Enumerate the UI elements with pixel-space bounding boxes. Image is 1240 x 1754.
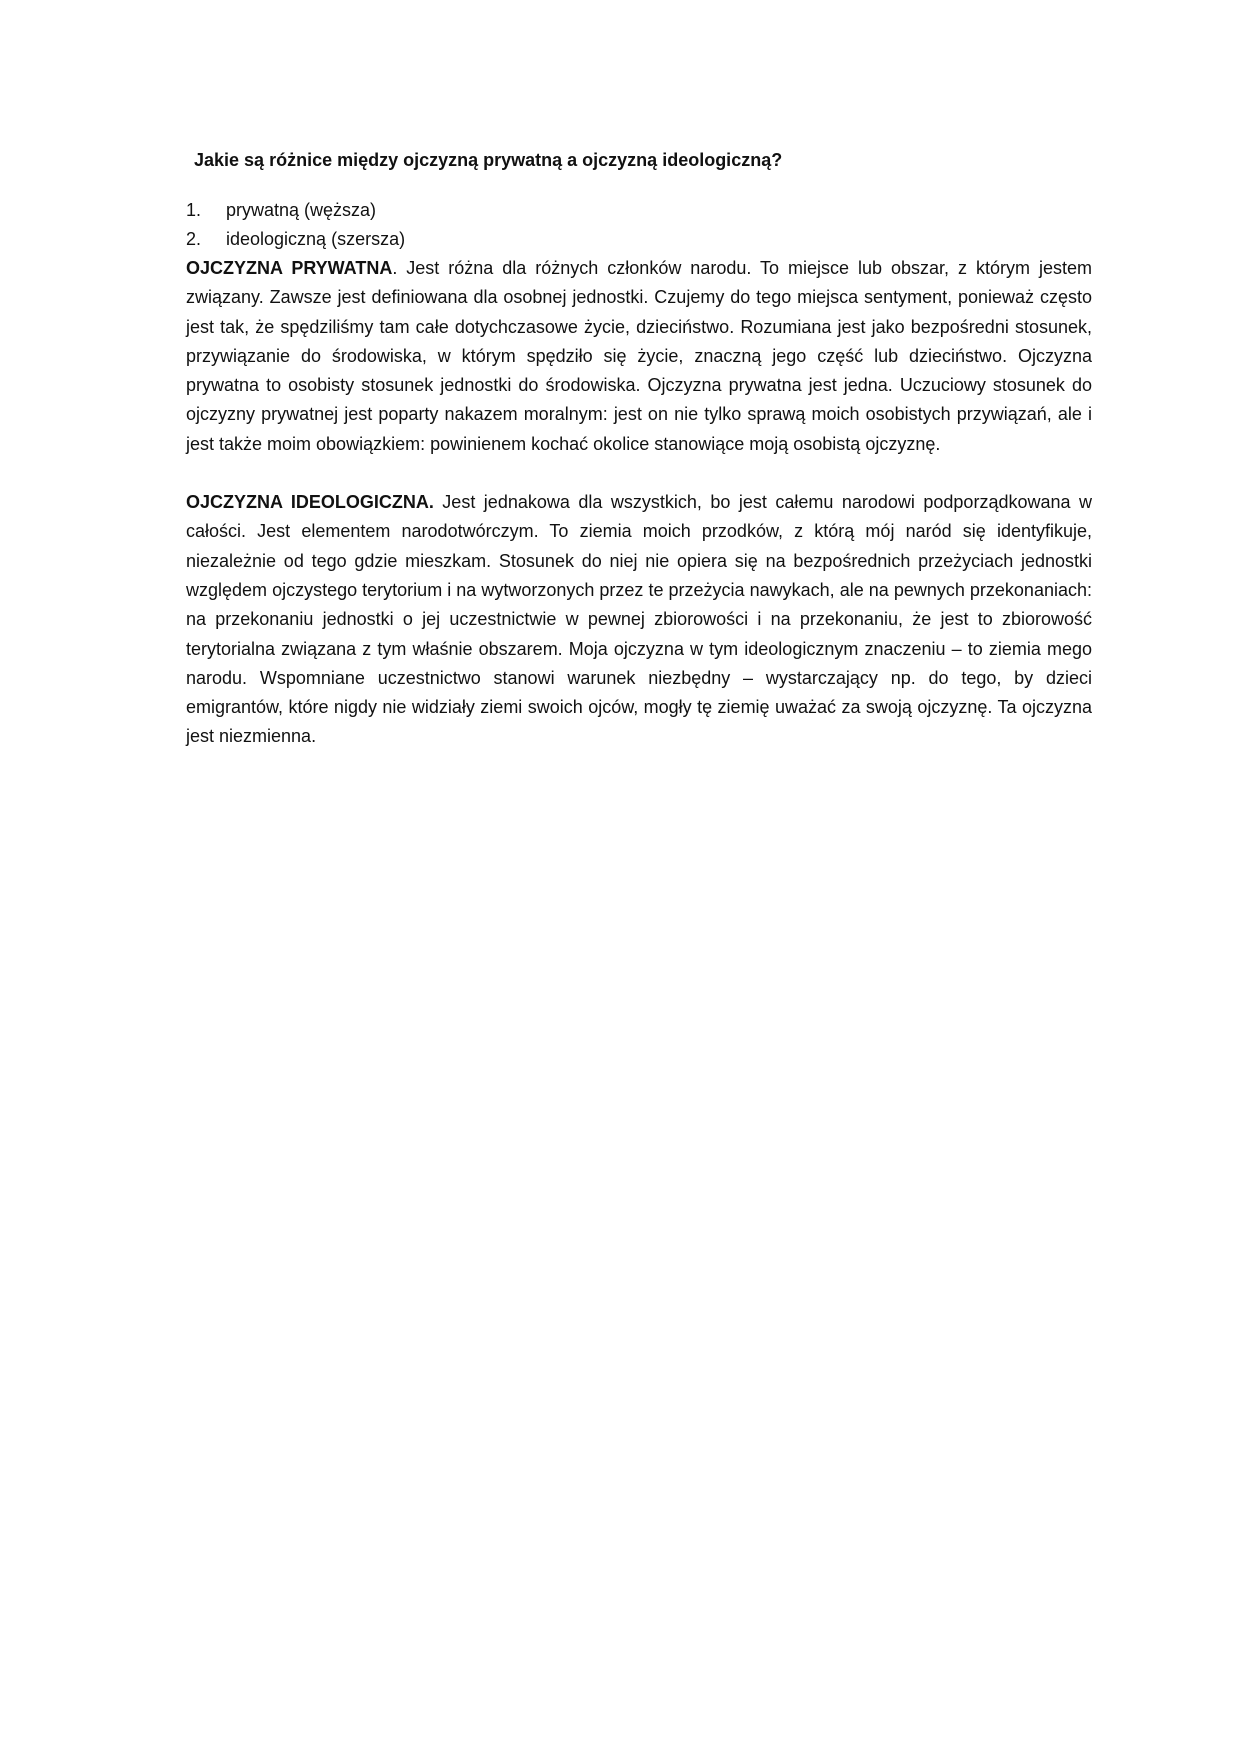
paragraph-ideological-homeland [186,488,1092,752]
document-title: Jakie są różnice między ojczyzną prywatną a ojczyzną ideologiczną? [194,150,783,170]
list-item [186,225,1092,254]
definition-list [186,196,1092,254]
paragraph-lead: OJCZYZNA IDEOLOGICZNA. [186,492,434,513]
paragraph-text: Jest jednakowa dla wszystkich, bo jest całemu narodowi podporządkowana w całości. Jest elementem narodotwórczym. To ziemia moich przodków, z którą mój naród się identyfikuje, niezależnie od tego gdzie mieszkam. Stosunek do niej nie opiera się na bezpośrednich przeżyciach jednostki względem ojczystego terytorium i na wytworzonych przez te przeżycia nawykach, ale na pewnych przekonaniach: na przekonaniu jednostki o jej uczestnictwie w pewnej zbiorowości i na przekonaniu, że jest to zbiorowość terytorialna związana z tym właśnie obszarem. Moja ojczyzna w tym ideologicznym znaczeniu – to ziemia mego narodu. Wspomniane uczestnictwo stanowi warunek niezbędny – wystarczający np. do tego, by dzieci emigrantów, które nigdy nie widziały ziemi swoich ojców, mogły tę ziemię uważać za swoją ojczyznę. Ta ojczyzna jest niezmienna. [186,492,1092,747]
list-text: prywatną (węższa) [226,200,377,220]
document-page [186,148,1092,752]
list-item [186,196,1092,225]
paragraph-lead: OJCZYZNA PRYWATNA [186,258,393,278]
list-text: ideologiczną (szersza) [226,229,406,249]
list-number: 2. [186,229,202,249]
paragraph-private-homeland [186,254,1092,459]
list-number: 1. [186,200,202,220]
paragraph-text: . Jest różna dla różnych członków narodu. To miejsce lub obszar, z którym jestem związany. Zawsze jest definiowana dla osobnej jednostki. Czujemy do tego miejsca sentyment, ponieważ często jest tak, że spędziliśmy tam całe dotychczasowe życie, dzieciństwo. Rozumiana jest jako bezpośredni stosunek, przywiązanie do środowiska, w którym spędziło się życie, znaczną jego część lub dzieciństwo. Ojczyzna prywatna to osobisty stosunek jednostki do środowiska. Ojczyzna prywatna jest jedna. Uczuciowy stosunek do ojczyzny prywatnej jest poparty nakazem moralnym: jest on nie tylko sprawą moich osobistych przywiązań, ale i jest także moim obowiązkiem: powinienem kochać okolice stanowiące moją osobistą ojczyznę. [186,258,1092,454]
